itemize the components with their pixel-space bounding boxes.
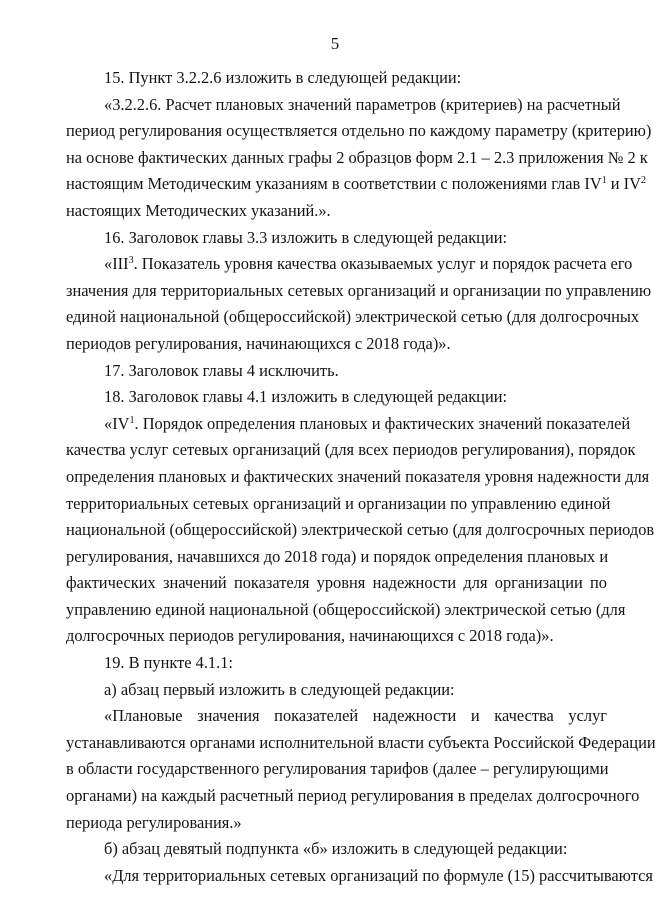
- text-line: [66, 171, 646, 198]
- text-line: периодов регулирования, начинающихся с 2018 года)».: [66, 333, 451, 353]
- text-line: определения плановых и фактических значений показателя уровня надежности для: [66, 466, 650, 486]
- text-line: регулирования, начавшихся до 2018 года) и порядок определения плановых и: [66, 546, 609, 566]
- text-line: единой национальной (общероссийской) электрической сетью (для долгосрочных: [66, 307, 640, 327]
- paragraph-item-19-a: а) абзац первый изложить в следующей редакции:: [104, 679, 455, 699]
- paragraph-item-15: 15. Пункт 3.2.2.6 изложить в следующей редакции:: [104, 68, 462, 87]
- superscript: 2: [640, 175, 646, 187]
- text-line: периода регулирования.»: [66, 812, 242, 832]
- text-line: органами) на каждый расчетный период регулирования в пределах долгосрочного: [66, 786, 640, 806]
- superscript: 1: [601, 175, 607, 187]
- text-fragment: . Порядок определения плановых и фактических значений показателей: [134, 413, 631, 433]
- text-line: на основе фактических данных графы 2 образцов форм 2.1 – 2.3 приложения № 2 к: [66, 147, 648, 167]
- text-line: значения для территориальных сетевых организаций и организации по управлению: [66, 280, 652, 300]
- paragraph-item-18-quote: [66, 411, 655, 650]
- text-line: [66, 251, 633, 278]
- paragraph-item-16: 16. Заголовок главы 3.3 изложить в следующей редакции:: [104, 227, 508, 247]
- text-line: территориальных сетевых организаций и организации по управлению единой: [66, 493, 611, 513]
- text-line: национальной (общероссийской) электрической сетью (для долгосрочных периодов: [66, 520, 655, 540]
- text-line: устанавливаются органами исполнительной власти субъекта Российской Федерации: [66, 732, 656, 752]
- text-line: период регулирования осуществляется отдельно по каждому параметру (критерию): [66, 121, 652, 141]
- text-line: в области государственного регулирования тарифов (далее – регулирующими: [66, 759, 609, 779]
- paragraph-item-19-b: б) абзац девятый подпункта «б» изложить в следующей редакции:: [104, 839, 568, 859]
- text-fragment: . Показатель уровня качества оказываемых услуг и порядок расчета его: [133, 254, 633, 274]
- paragraph-item-18: 18. Заголовок главы 4.1 изложить в следующей редакции:: [104, 387, 508, 407]
- text-line: «Для территориальных сетевых организаций по формуле (15) рассчитываются: [104, 865, 653, 885]
- paragraph-item-15-quote: [66, 92, 652, 225]
- text-line: [66, 411, 631, 438]
- document-body: [66, 65, 656, 889]
- text-line: настоящих Методических указаний.».: [66, 200, 331, 220]
- paragraph-item-19-b-quote: [66, 863, 653, 890]
- superscript: 3: [128, 255, 134, 267]
- text-line: долгосрочных периодов регулирования, начинающихся с 2018 года)».: [66, 626, 554, 646]
- text-fragment: «III: [104, 254, 129, 274]
- paragraph-item-19-a-quote: [66, 703, 656, 836]
- text-line: качества услуг сетевых организаций (для всех периодов регулирования), порядок: [66, 440, 636, 460]
- superscript: 1: [129, 414, 135, 426]
- paragraph-item-17: 17. Заголовок главы 4 исключить.: [104, 360, 339, 380]
- text-line: «3.2.2.6. Расчет плановых значений параметров (критериев) на расчетный: [104, 94, 621, 114]
- text-line: фактических значений показателя уровня надежности для организации по: [66, 573, 607, 593]
- page-number: 5: [330, 34, 340, 53]
- text-fragment: и IV: [606, 174, 641, 194]
- text-fragment: «IV: [104, 413, 130, 433]
- text-line: «Плановые значения показателей надежности и качества услуг: [104, 706, 607, 726]
- text-line: управлению единой национальной (общероссийской) электрической сетью (для: [66, 599, 626, 619]
- paragraph-item-19: 19. В пункте 4.1.1:: [104, 653, 233, 673]
- text-fragment: настоящим Методическим указаниям в соответствии с положениями глав IV: [66, 174, 602, 194]
- paragraph-item-16-quote: [66, 251, 652, 357]
